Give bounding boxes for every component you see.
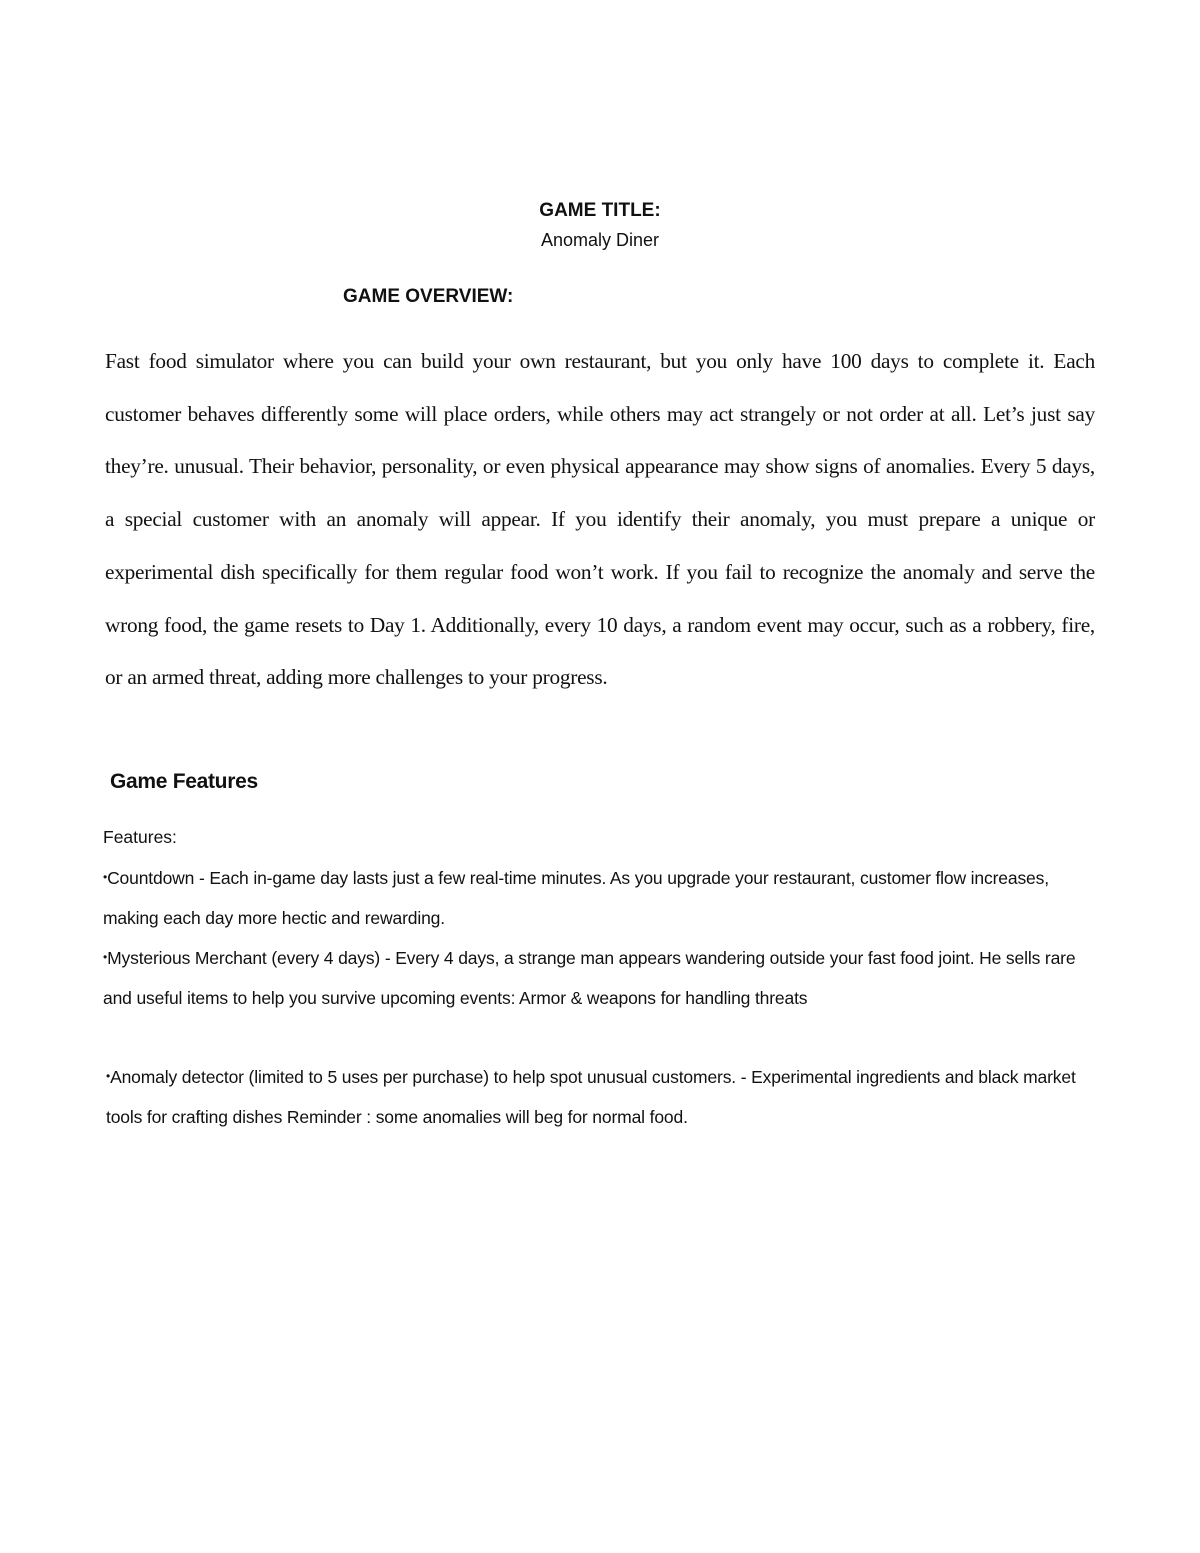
feature-item-anomaly-detector [106, 1057, 1086, 1137]
game-title-value: Anomaly Diner [540, 230, 660, 250]
feature-text: Mysterious Merchant (every 4 days) - Every 4 days, a strange man appears wandering outside your fast food joint. He sells rare and useful items to help you survive upcoming events: Armor & weapons for handling threats [103, 948, 1076, 1008]
bullet-icon: • [103, 950, 108, 964]
feature-item-mysterious-merchant [103, 938, 1083, 1018]
bullet-icon: • [103, 870, 108, 884]
game-features-heading: Game Features [110, 770, 258, 793]
features-label: Features: [103, 827, 177, 847]
feature-item-countdown [103, 858, 1083, 938]
game-overview-label: GAME OVERVIEW: [343, 286, 514, 307]
game-overview-paragraph: Fast food simulator where you can build your own restaurant, but you only have 100 days to complete it. Each customer behaves differently some will place orders, while others may act strangely or not order at all. Let’s just say they’re. unusual. Their behavior, personality, or even physical appearance may show signs of anomalies. Every 5 days, a special customer with an anomaly will appear. If you identify their anomaly, you must prepare a unique or experimental dish specifically for them regular food won’t work. If you fail to recognize the anomaly and serve the wrong food, the game resets to Day 1. Additionally, every 10 days, a random event may occur, such as a robbery, fire, or an armed threat, adding more challenges to your progress. [105, 349, 1095, 690]
bullet-icon: • [106, 1069, 111, 1083]
feature-text: Anomaly detector (limited to 5 uses per purchase) to help spot unusual customers. - Experimental ingredients and black market tools for crafting dishes Reminder : some anomalies will beg for normal food. [106, 1067, 1076, 1127]
game-title-label: GAME TITLE: [539, 200, 661, 221]
feature-text: Countdown - Each in-game day lasts just a few real-time minutes. As you upgrade your restaurant, customer flow increases, making each day more hectic and rewarding. [103, 868, 1049, 928]
